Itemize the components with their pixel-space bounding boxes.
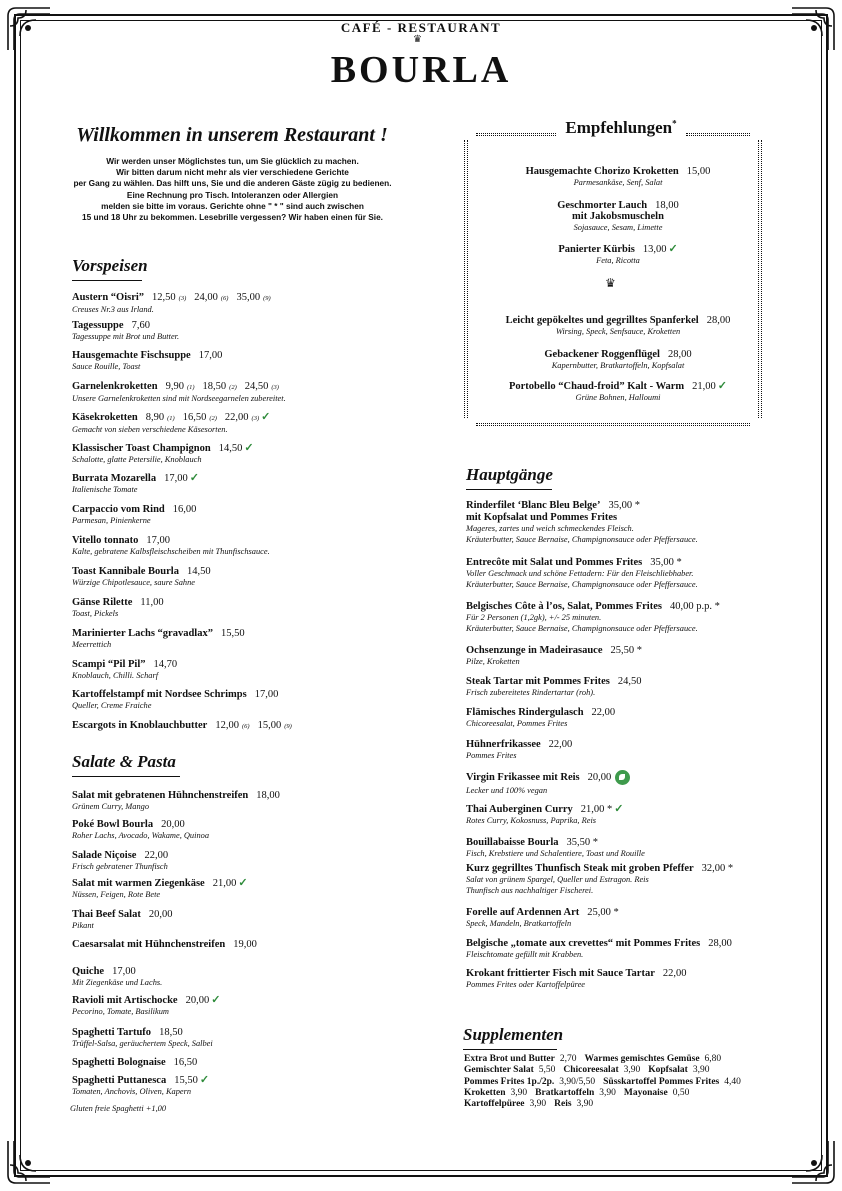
item-description: Mit Ziegenkäse und Lachs. [72,978,163,987]
item-name: Ravioli mit Artischocke [72,995,178,1006]
supplement-name: Mayonaise [623,1087,668,1098]
item-price: 25,50 * [610,645,642,656]
menu-item [466,601,720,634]
supplement-price: 3,90 [692,1065,710,1076]
item-price: 24,00 [194,292,218,303]
recommendations-title: Empfehlungen* [565,118,677,137]
menu-item [466,500,698,545]
item-price: 17,00 [146,535,171,546]
menu-item [72,850,168,872]
item-price: 18,00 [256,790,280,801]
corner-ornament-icon [6,1139,52,1185]
item-line [470,244,766,255]
item-line [470,166,766,177]
menu-item [72,350,222,372]
item-description: Mageres, zartes und weich schmeckendes Fleisch. [466,524,634,533]
item-price: 14,50 [218,443,243,454]
item-price: 20,00 [185,995,210,1006]
item-description: Frisch zubereitetes Rindertartar (roh). [466,688,596,697]
item-price: 17,00 [254,689,279,700]
item-name: Thai Beef Salat [72,909,141,920]
menu-item [72,659,177,681]
item-name: Spaghetti Tartufo [72,1027,152,1038]
item-price: 35,50 * [566,837,598,848]
item-price: 12,00 [215,720,239,731]
item-name: Thai Auberginen Curry [466,804,573,815]
item-price: 16,50 [173,1057,198,1068]
item-price: 7,60 [131,320,150,331]
supplement-price: 6,80 [704,1054,722,1064]
menu-item [72,597,164,619]
vegetarian-icon: ✓ [189,472,199,484]
item-name: Quiche [72,966,105,977]
item-price: 22,00 [224,412,249,423]
item-name: Escargots in Knoblauchbutter [72,720,208,731]
menu-item [466,739,572,761]
item-name: Carpaccio vom Rind [72,504,165,515]
item-description: Pommes Frites [466,751,517,760]
item-price: 11,00 [140,597,164,608]
menu-item [72,1057,197,1068]
item-quantity: (2) [209,415,217,422]
menu-item [466,557,698,590]
item-price: 15,50 [220,628,245,639]
recommendation-item [470,315,766,337]
item-name: Vitello tonnato [72,535,139,546]
menu-item [466,863,733,896]
item-quantity: (3) [251,415,260,422]
item-description: Voller Geschmack und schöne Fettadern: Für den Fleischliebhaber. [466,569,694,578]
menu-item [72,473,199,495]
item-description: Kalte, gebratene Kalbsfleischscheiben mit Thunfischsauce. [72,547,270,556]
item-name: Panierter Kürbis [558,244,635,255]
menu-item [72,939,257,950]
item-price: 18,00 [655,200,679,211]
item-price: 17,00 [112,966,136,977]
item-price: 25,00 * [587,907,619,918]
item-description: Für 2 Personen (1,2gk), +/- 25 minuten. [466,613,602,622]
item-quantity: (2) [229,384,237,391]
item-price: 8,90 [145,412,165,423]
recommendation-item [470,381,766,403]
item-quantity: (1) [167,415,175,422]
menu-item [72,720,292,732]
welcome-line: per Gang zu wählen. Das hilft uns, Sie und die anderen Gäste zügig zu bedienen. [73,178,392,189]
vegetarian-icon: ✓ [238,877,248,889]
item-price: 14,50 [186,566,211,577]
welcome-line: 15 und 18 Uhr zu bekommen. Lesebrille vergessen? Wir haben einen für Sie. [81,212,383,223]
gluten-footnote: Gluten freie Spaghetti +1,00 [70,1104,167,1113]
supplement-name: Warmes gemischtes Gemüse [584,1054,700,1064]
item-name: Toast Kannibale Bourla [72,566,179,577]
item-description: Nüssen, Feigen, Rote Bete [72,890,161,899]
item-line [470,349,766,360]
supplement-row [464,1065,749,1076]
item-name: Krokant frittierter Fisch mit Sauce Tartar [466,968,655,979]
supplement-price: 3,90 [576,1099,594,1110]
item-name-cont: mit Jakobsmuscheln [572,211,664,222]
item-name: Austern “Oisri” [72,292,145,303]
item-name: Kurz gegrilltes Thunfisch Steak mit groben Pfeffer [466,863,694,874]
item-name: Salat mit gebratenen Hühnchenstreifen [72,790,249,801]
item-description: Chicoreesalat, Pommes Frites [466,719,568,728]
item-quantity: (6) [220,295,229,302]
menu-item [466,707,615,729]
recommendation-item [470,244,766,266]
item-description: Thunfisch aus nachhaltiger Fischerei. [466,886,594,895]
item-price: 35,00 [236,292,261,303]
supplement-name: Süsskartoffel Pommes Frites [603,1076,720,1087]
supplement-price: 4,40 [724,1076,741,1087]
item-description: Kräuterbutter, Sauce Bernaise, Champignonsauce oder Pfeffersauce. [466,624,698,633]
item-name: Kartoffelstampf mit Nordsee Schrimps [72,689,247,700]
item-price: 15,00 [686,166,711,177]
item-price: 9,90 [165,381,184,392]
supplement-price: 5,50 [538,1065,556,1076]
vegetarian-icon: ✓ [261,411,271,423]
menu-item [466,938,732,960]
item-description: Pikant [72,921,94,930]
item-name: Portobello “Chaud-froid” Kalt - Warm [508,381,685,392]
item-description: Italienische Tomate [72,485,138,494]
vegetarian-icon: ✓ [614,803,624,815]
item-description: Creuses Nr.3 aus Irland. [72,305,154,314]
item-price: 40,00 p.p. * [669,601,720,612]
item-price: 16,00 [172,504,197,515]
item-price: 28,00 [708,938,732,949]
menu-item [72,381,286,404]
item-description: Pommes Frites oder Kartoffelpüree [466,980,586,989]
item-description: Würzige Chipotlesauce, saure Sahne [72,578,195,587]
item-name: Rinderfilet ‘Blanc Bleu Belge’ [466,500,601,511]
item-description: Meerrettich [72,640,112,649]
menu-item [466,676,642,698]
item-price: 24,50 [617,676,642,687]
item-name: Belgisches Côte à l’os, Salat, Pommes Frites [466,601,662,612]
welcome-title: Willkommen in unserem Restaurant ! [76,124,388,146]
menu-item [72,689,278,711]
item-description: Feta, Ricotta [596,256,640,265]
item-price: 15,00 [257,720,282,731]
corner-ornament-icon [790,1139,836,1185]
menu-item [72,628,245,650]
supplement-price: 3,90 [510,1087,528,1098]
item-name: Ochsenzunge in Madeirasauce [466,645,603,656]
item-price: 21,00 * [580,804,613,815]
item-price: 17,00 [198,350,223,361]
menu-item [72,995,220,1017]
item-description: Grünem Curry, Mango [72,802,150,811]
item-name: Marinierter Lachs “gravadlax” [72,628,213,639]
supplement-row [464,1099,749,1110]
item-description: Wirsing, Speck, Senfsauce, Kroketten [555,327,681,336]
item-description: Roher Lachs, Avocado, Wakame, Quinoa [72,831,210,840]
item-quantity: (1) [186,384,195,391]
welcome-line: Eine Rechnung pro Tisch. Intoleranzen oder Allergien [126,189,339,200]
item-name: Bouillabaisse Bourla [466,837,559,848]
menu-item [466,907,619,929]
item-name: Steak Tartar mit Pommes Frites [466,676,610,687]
item-price: 14,70 [153,659,178,670]
menu-item [72,909,172,931]
item-description: Pilze, Kroketten [466,657,520,666]
supplement-price: 3,90 [599,1087,616,1098]
item-name: Caesarsalat mit Hühnchenstreifen [72,939,226,950]
item-price: 22,00 [662,968,687,979]
supplementen-title: Supplementen [463,1025,557,1050]
item-price: 20,00 [148,909,173,920]
item-quantity: (9) [284,723,292,730]
item-description: Schalotte, glatte Petersilie, Knoblauch [72,455,202,464]
supplement-name: Extra Brot und Butter [464,1054,555,1064]
item-description: Kräuterbutter, Sauce Bernaise, Champignonsauce oder Pfeffersauce. [466,535,698,544]
item-name: Leicht gepökeltes und gegrilltes Spanferkel [505,315,699,326]
item-price: 18,50 [159,1027,183,1038]
welcome-line: Wir bitten darum nicht mehr als vier verschiedene Gerichte [116,167,349,178]
item-price: 17,00 [164,473,188,484]
item-description: Sauce Rouille, Toast [72,362,141,371]
supplement-name: Kopfsalat [648,1065,688,1076]
item-name: Gebackener Roggenflügel [544,349,660,360]
menu-item [72,878,248,900]
supplement-name: Reis [554,1099,572,1110]
item-name: Salade Niçoise [72,850,137,861]
supplement-name: Bratkartoffeln [535,1087,595,1098]
supplement-price: 3,90/5,50 [559,1076,596,1087]
item-name: Hausgemachte Fischsuppe [72,350,191,361]
crown-ornament-icon: ♛ [605,276,616,290]
item-description: Fisch, Krebstiere und Schalentiere, Toast und Rouille [466,849,645,858]
item-price: 20,00 [587,771,612,783]
item-description: Pecorino, Tomate, Basilikum [72,1007,169,1016]
supplement-row [464,1077,749,1088]
item-price: 12,50 [152,292,176,303]
item-line [470,200,766,211]
supplements-list [464,1054,749,1110]
recommendation-item [470,349,766,371]
supplement-row [464,1088,749,1099]
item-description: Parmesan, Pinienkerne [72,516,151,525]
menu-item [72,790,280,812]
supplement-name: Gemischter Salat [464,1065,534,1076]
item-price: 22,00 [144,850,169,861]
item-name: Tagessuppe [72,320,124,331]
supplement-name: Pommes Frites 1p./2p. [464,1076,555,1087]
item-name: Klassischer Toast Champignon [72,443,211,454]
supplement-price: 0,50 [672,1087,690,1098]
item-name: Scampi “Pil Pil” [72,659,146,670]
welcome-line: Wir werden unser Möglichstes tun, um Sie glücklich zu machen. [106,156,359,166]
item-price: 35,00 * [650,557,682,568]
item-line [470,381,766,392]
item-description: Grüne Bohnen, Halloumi [575,393,661,402]
item-name: Spaghetti Bolognaise [72,1057,166,1068]
menu-item [466,645,642,667]
item-description: Toast, Pickels [72,609,119,618]
menu-item [72,443,254,465]
menu-item [466,837,645,859]
vegan-icon [615,770,630,785]
menu-item [72,1075,209,1097]
hauptgaenge-title: Hauptgänge [466,465,552,490]
item-name: Spaghetti Puttanesca [72,1075,167,1086]
item-description: Queller, Creme Fraiche [72,701,152,710]
item-description: Rotes Curry, Kokosnuss, Paprika, Reis [466,816,597,825]
item-description: Knoblauch, Chilli. Scharf [72,671,159,680]
item-price: 28,00 [667,349,692,360]
menu-item [72,412,270,435]
item-description: Lecker und 100% vegan [466,786,548,795]
item-description: Parmesankäse, Senf, Salat [573,178,663,187]
brand-subtitle: CAFÉ - RESTAURANT [340,20,502,35]
supplement-price: 2,70 [559,1054,577,1064]
item-description: Tomaten, Anchovis, Oliven, Kapern [72,1087,192,1096]
item-quantity: (3) [271,384,279,391]
item-price: 22,00 [591,707,616,718]
supplement-name: Chicoreesalat [563,1065,619,1076]
recommendation-item [470,166,766,188]
menu-item [72,292,271,315]
item-price: 22,00 [548,739,573,750]
item-description: Speck, Mandeln, Bratkartoffeln [466,919,572,928]
supplement-name: Kroketten [464,1087,506,1098]
menu-item [72,320,179,342]
item-name: Burrata Mozarella [72,473,157,484]
menu-item [466,968,687,990]
item-description: Kräuterbutter, Sauce Bernaise, Champignonsauce oder Pfeffersauce. [466,580,698,589]
item-description: Kapernbutter, Bratkartoffeln, Kopfsalat [551,361,685,370]
item-name-cont: mit Kopfsalat und Pommes Frites [466,512,618,523]
item-description: Frisch gebratener Thunfisch [72,862,168,871]
menu-item [72,1027,213,1049]
welcome-text [60,156,405,223]
menu-item [466,804,623,826]
item-price: 21,00 [692,381,716,392]
menu-item [72,504,196,526]
menu-item [466,770,630,796]
item-line [470,315,766,326]
item-name: Virgin Frikassee mit Reis [466,771,580,783]
item-description: Unsere Garnelenkroketten sind mit Nordseegarnelen zubereitet. [72,394,286,403]
vegetarian-icon: ✓ [244,442,254,454]
item-name: Geschmorter Lauch [557,200,648,211]
item-name: Poké Bowl Bourla [72,819,154,830]
item-price: 20,00 [161,819,185,830]
item-name: Salat mit warmen Ziegenkäse [72,878,205,889]
item-price: 24,50 [244,381,269,392]
supplement-row [464,1054,749,1065]
menu-item [72,566,211,588]
vegetarian-icon: ✓ [668,243,678,255]
item-price: 18,50 [202,381,227,392]
brand-name: BOURLA [330,49,512,91]
item-quantity: (9) [263,295,271,302]
menu-item [72,535,270,557]
item-name: Käsekroketten [72,412,138,423]
supplement-name: Kartoffelpüree [464,1099,525,1110]
supplement-price: 3,90 [529,1099,547,1110]
salate-title: Salate & Pasta [72,752,180,777]
item-price: 16,50 [182,412,207,423]
menu-item [72,966,162,988]
vegetarian-icon: ✓ [211,994,221,1006]
item-price: 28,00 [706,315,731,326]
item-description: Trüffel-Salsa, geräuchertem Speck, Salbei [72,1039,213,1048]
item-quantity: (3) [178,295,187,302]
item-price: 19,00 [233,939,257,950]
item-name: Forelle auf Ardennen Art [466,907,580,918]
item-price: 15,50 [174,1075,198,1086]
item-description: Gemacht von sieben verschiedene Käsesorten. [72,425,228,434]
item-name: Garnelenkroketten [72,381,158,392]
item-description: Salat von grünem Spargel, Queller und Estragon. Reis [466,875,649,884]
item-price: 13,00 [642,244,667,255]
vegetarian-icon: ✓ [199,1074,210,1086]
item-description: Sojasauce, Sesam, Limette [573,223,663,232]
item-name: Belgische „tomate aux crevettes“ mit Pommes Frites [466,938,701,949]
welcome-line: melden sie bitte im voraus. Gerichte ohne " * " sind auch zwischen [101,200,364,211]
item-name: Entrecôte mit Salat und Pommes Frites [466,557,643,568]
item-name: Hausgemachte Chorizo Kroketten [525,166,679,177]
item-quantity: (6) [241,723,250,730]
crown-icon: ♛ [413,34,422,45]
item-name: Gänse Rilette [72,597,133,608]
item-name: Hühnerfrikassee [466,739,541,750]
menu-item [72,819,209,841]
vegetarian-icon: ✓ [717,380,728,392]
supplement-price: 3,90 [623,1065,641,1076]
item-name: Flämisches Rindergulasch [466,707,584,718]
item-price: 32,00 * [701,863,734,874]
recommendation-item [470,200,766,233]
item-description: Fleischtomate gefüllt mit Krabben. [466,950,584,959]
item-description: Tagessuppe mit Brot und Butter. [72,332,180,341]
item-price: 35,00 * [608,500,640,511]
vorspeisen-title: Vorspeisen [72,256,142,281]
item-price: 21,00 [212,878,237,889]
